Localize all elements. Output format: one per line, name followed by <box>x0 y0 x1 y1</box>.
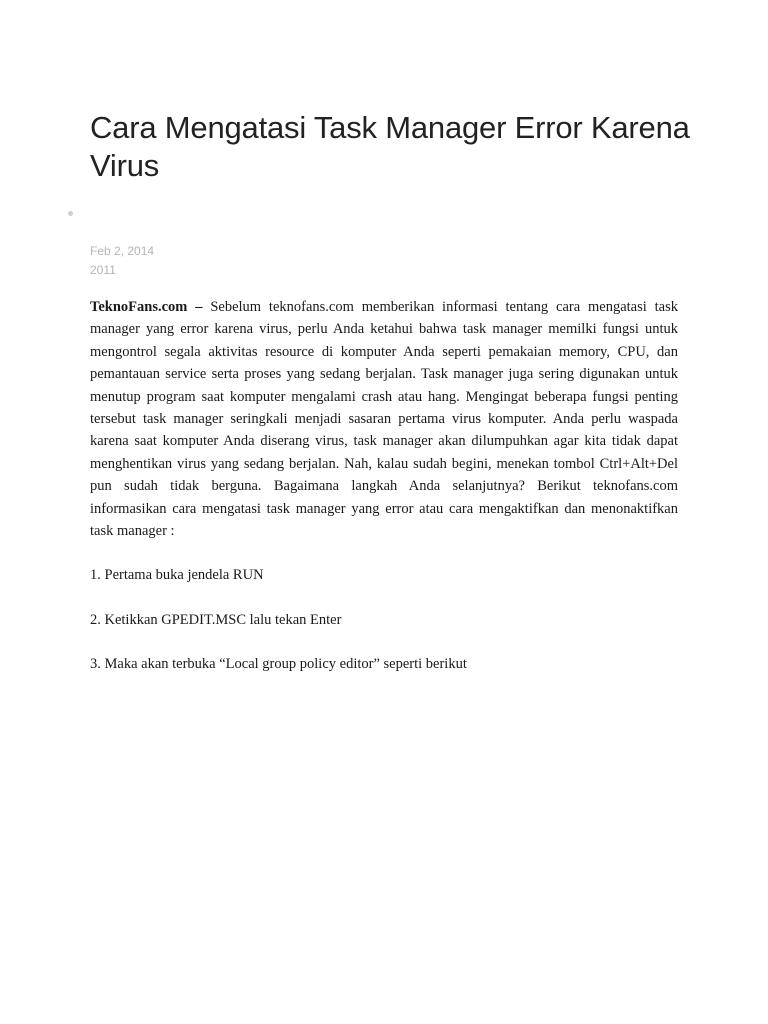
step-item-2: 2. Ketikkan GPEDIT.MSC lalu tekan Enter <box>90 611 342 628</box>
intro-lead: TeknoFans.com – <box>90 299 203 315</box>
intro-body: Sebelum teknofans.com memberikan informasi tentang cara mengatasi task manager yang error karena virus, perlu Anda ketahui bahwa task manager memilki fungsi untuk mengontrol segala aktivitas resource di komputer Anda seperti pemakaian memory, CPU, dan pemantauan service serta proses yang sedang berjalan. Task manager juga sering digunakan untuk menutup program saat komputer mengalami crash atau hang. Mengingat beberapa fungsi penting tersebut task manager seringkali menjadi sasaran pertama virus komputer. Anda perlu waspada karena saat komputer Anda diserang virus, task manager akan dilumpuhkan agar kita tidak dapat menghentikan virus yang sedang berjalan. Nah, kalau sudah begini, menekan tombol Ctrl+Alt+Del pun sudah tidak berguna. Bagaimana langkah Anda selanjutnya? Berikut teknofans.com informasikan cara mengatasi task manager yang error atau cara mengaktifkan dan menonaktifkan task manager : <box>90 299 678 540</box>
article-year: 2011 <box>90 263 116 277</box>
step-item-3: 3. Maka akan terbuka “Local group policy editor” seperti berikut <box>90 656 467 673</box>
bullet-dot-icon <box>68 211 73 216</box>
intro-paragraph <box>90 296 678 542</box>
article-meta <box>90 242 154 280</box>
article-body <box>90 296 678 676</box>
step-item-1: 1. Pertama buka jendela RUN <box>90 567 264 584</box>
article-date: Feb 2, 2014 <box>90 244 155 258</box>
article-title: Cara Mengatasi Task Manager Error Karena Virus <box>90 110 690 183</box>
